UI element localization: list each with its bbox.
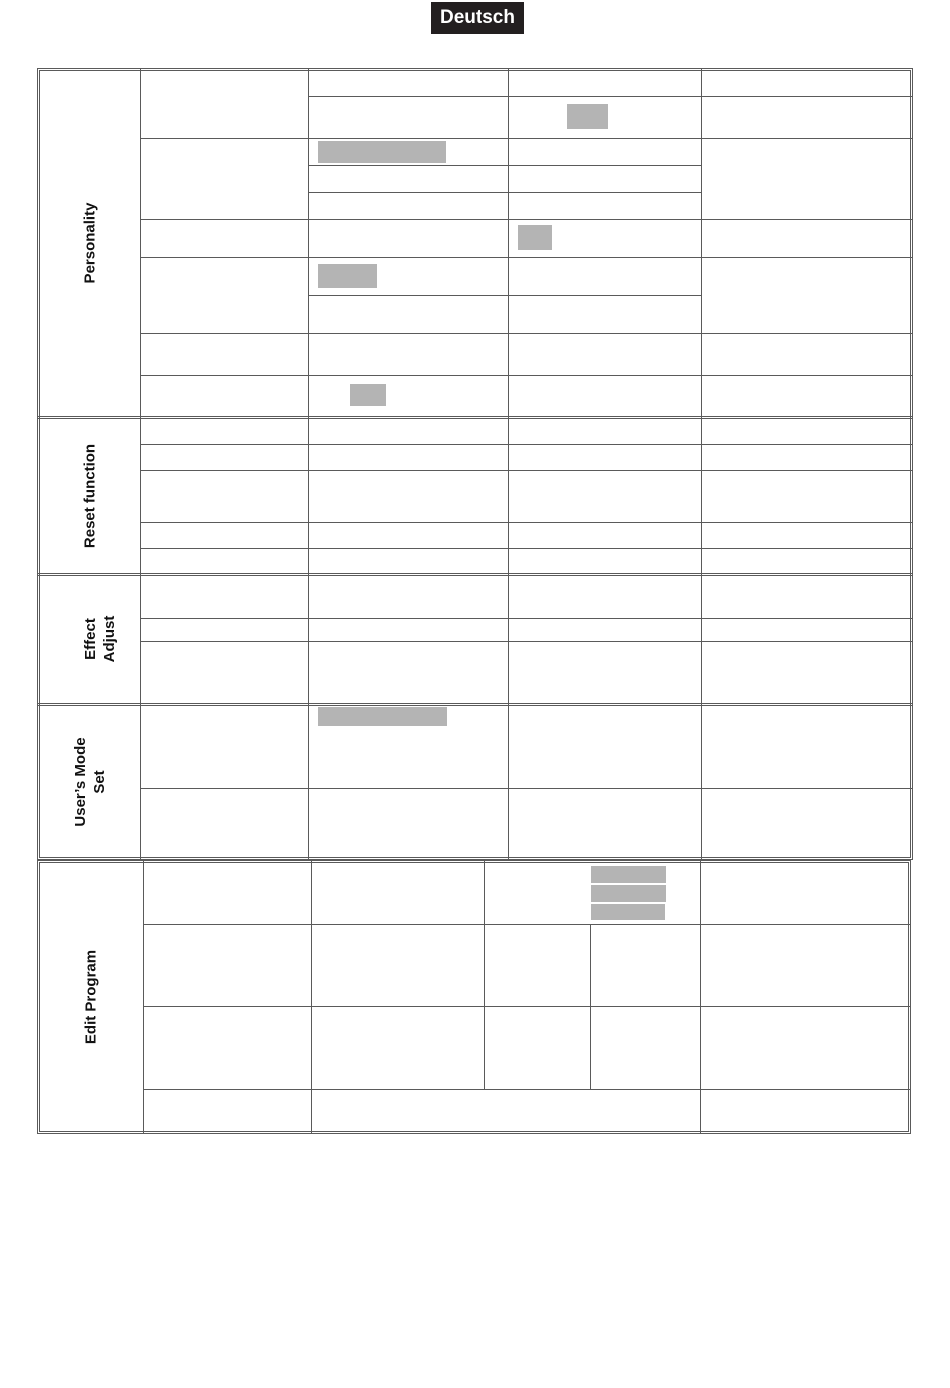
highlight-cell [567,104,608,129]
row-line [140,618,913,619]
section-label-effect-adjust: Effect Adjust [82,615,118,663]
column-line [484,860,485,1090]
row-line [140,138,913,139]
row-line [143,1089,911,1090]
highlight-cell [518,225,552,250]
row-line [140,470,913,471]
section-label-personality: Personality [81,202,99,284]
row-line [140,333,913,334]
section-label-users-mode-set: User’s Mode Set [72,737,108,827]
divider [37,573,913,574]
column-line [508,68,509,860]
highlight-cell [591,904,665,920]
row-line [140,788,913,789]
highlight-cell [350,384,386,406]
table-border-inner [39,862,909,1132]
table-border-inner [39,70,911,858]
column-line [700,860,701,1134]
highlight-cell [591,866,666,883]
column-line [701,68,702,860]
row-line [140,375,913,376]
language-badge: Deutsch [431,2,524,34]
column-line [590,924,591,1090]
divider [37,703,913,704]
column-line [308,68,309,860]
section-label-edit-program: Edit Program [82,949,100,1045]
divider [37,418,913,419]
column-line [140,68,141,860]
row-line [140,522,913,523]
row-line [143,1006,911,1007]
divider [37,416,913,417]
row-line [140,641,913,642]
row-line [308,96,913,97]
row-line [308,165,701,166]
divider [37,575,913,576]
row-line [140,548,913,549]
highlight-cell [318,264,377,288]
divider [37,705,913,706]
row-line [308,192,701,193]
row-line [140,219,913,220]
row-line [140,257,913,258]
row-line [308,295,701,296]
row-line [143,924,911,925]
section-label-reset-function: Reset function [81,443,99,549]
column-line [143,860,144,1134]
highlight-cell [591,885,666,902]
highlight-cell [318,707,447,726]
highlight-cell [318,141,446,163]
row-line [140,444,913,445]
column-line [311,860,312,1134]
